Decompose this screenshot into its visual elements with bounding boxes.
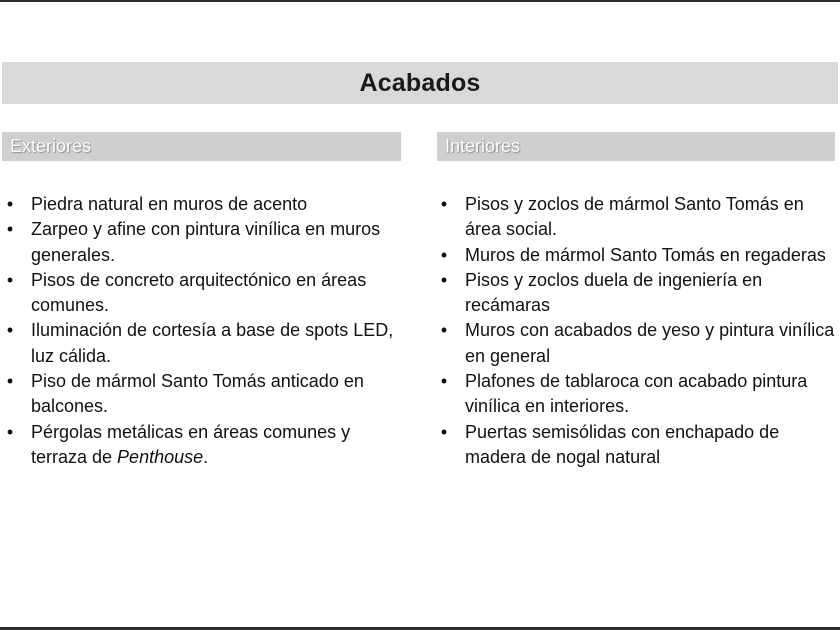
list-item-text: Piedra natural en muros de acento	[31, 194, 308, 214]
section-header-exteriores	[2, 132, 401, 161]
bullet-icon: •	[440, 244, 448, 265]
bullet-icon: •	[440, 194, 448, 214]
list-item	[4, 318, 404, 369]
list-item-text: Muros con acabados de yeso y pintura vinílica en general	[465, 320, 835, 366]
section-header-label: Exteriores	[10, 136, 92, 156]
list-item-text: Plafones de tablaroca con acabado pintura vinílica en interiores.	[465, 371, 808, 417]
list-item-text: Piso de mármol Santo Tomás anticado en balcones.	[31, 371, 364, 417]
list-item-text: Iluminación de cortesía a base de spots LED, luz cálida.	[31, 320, 394, 366]
list-item	[438, 420, 838, 471]
bullet-icon: •	[6, 320, 14, 341]
list-item-text: Pérgolas metálicas en áreas comunes y terraza de	[31, 421, 351, 467]
list-item	[438, 369, 838, 420]
list-item	[4, 192, 404, 217]
list-item-text: Muros de mármol Santo Tomás en regaderas	[465, 244, 826, 265]
list-item-suffix: .	[203, 446, 209, 467]
bullet-icon: •	[440, 421, 448, 442]
bullet-icon: •	[6, 194, 14, 214]
list-item	[438, 192, 838, 243]
list-item-text: Pisos de concreto arquitectónico en áreas comunes.	[31, 269, 367, 316]
section-header-interiores	[437, 132, 835, 161]
list-item-text: Zarpeo y afine con pintura vinílica en muros generales.	[31, 219, 381, 265]
title-bar	[2, 62, 838, 104]
bullet-icon: •	[6, 219, 14, 240]
emphasis-text: Penthouse	[117, 446, 204, 467]
list-item	[438, 318, 838, 369]
section-header-label: Interiores	[445, 136, 521, 156]
bullet-icon: •	[440, 371, 448, 392]
bullet-icon: •	[6, 269, 14, 290]
top-border	[0, 0, 840, 2]
list-item-text: Pisos y zoclos de mármol Santo Tomás en área social.	[465, 194, 804, 240]
list-item-text: Pisos y zoclos duela de ingeniería en recámaras	[465, 269, 763, 316]
exteriores-list	[4, 192, 404, 470]
bullet-icon: •	[440, 269, 448, 290]
bullet-icon: •	[6, 421, 14, 442]
bullet-icon: •	[440, 320, 448, 341]
list-item	[4, 217, 404, 268]
interiores-list	[438, 192, 838, 470]
list-item-text: Puertas semisólidas con enchapado de madera de nogal natural	[465, 421, 780, 467]
page-title: Acabados	[359, 68, 481, 97]
list-item	[4, 420, 404, 471]
list-item	[438, 243, 838, 268]
list-item	[438, 268, 838, 319]
list-item	[4, 268, 404, 319]
list-item	[4, 369, 404, 420]
bullet-icon: •	[6, 371, 14, 392]
